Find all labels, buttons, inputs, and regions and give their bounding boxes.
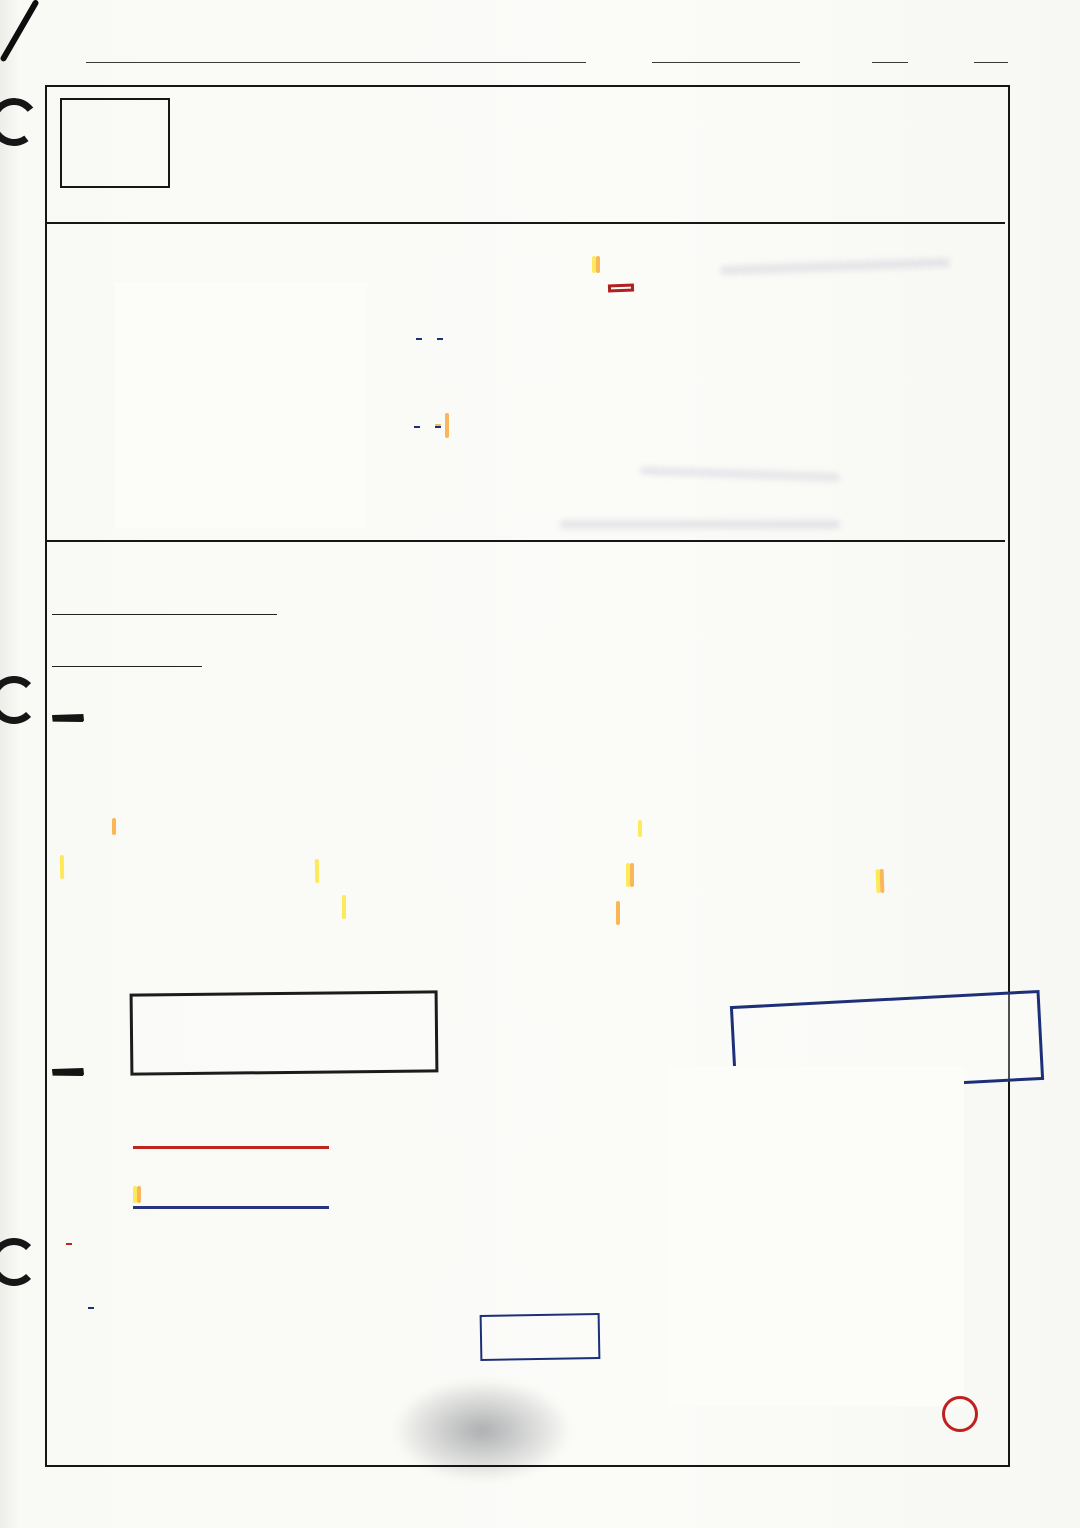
m1-fraction xyxy=(66,1241,72,1247)
b-w1b-hl xyxy=(616,901,620,925)
a-conclusion-line1 xyxy=(149,999,435,1002)
pen-stroke-mark xyxy=(0,0,40,62)
eq2-highlight-minus1 xyxy=(137,1186,141,1203)
b-work-step2-line1 xyxy=(876,870,885,892)
b-conclusion-line1 xyxy=(745,1001,1037,1016)
hw-yint-work xyxy=(410,414,449,437)
period-blank xyxy=(872,44,908,63)
q2-highlight-y xyxy=(596,256,600,273)
b-work-step1-line1 xyxy=(626,864,634,886)
xint-frac-42 xyxy=(437,336,443,342)
seat-blank xyxy=(974,44,1008,63)
a-conclusion-line2 xyxy=(191,999,435,1002)
hole-punch-top xyxy=(0,95,41,149)
date-blank xyxy=(652,44,800,63)
a-work-step2-line2 xyxy=(342,896,346,918)
a-w2b-hl xyxy=(342,895,346,919)
chapter-box xyxy=(60,98,170,188)
m1-denominator xyxy=(66,1243,72,1247)
b-w2-hl2 xyxy=(880,869,885,893)
xint-den-2 xyxy=(437,338,443,342)
hole-punch-bottom xyxy=(0,1238,38,1286)
b-pair-highlight xyxy=(638,820,642,837)
systems-sentence-1 xyxy=(52,596,1002,615)
warmup-divider xyxy=(46,540,1005,542)
yint-result xyxy=(445,413,449,438)
a-work-step1-line1 xyxy=(60,856,64,878)
part-a-pair xyxy=(112,818,116,836)
hw-slope-1 xyxy=(62,1232,76,1255)
a-work-step2-line1 xyxy=(315,860,319,882)
yint-den-b xyxy=(414,426,420,430)
m2-denominator xyxy=(88,1307,94,1311)
example2-equation-1 xyxy=(133,1144,329,1149)
title-divider xyxy=(46,222,1005,224)
xint-den-a xyxy=(416,338,422,342)
yint-frac-4m1 xyxy=(435,424,441,430)
a-w1-hl xyxy=(60,855,64,879)
hw-no-answer xyxy=(608,284,634,293)
b-conclusion-line2 xyxy=(803,1001,1037,1013)
example1-badge xyxy=(52,714,84,722)
name-blank xyxy=(86,44,586,63)
eq2-text xyxy=(133,1186,141,1203)
example2-graph xyxy=(668,1066,964,1406)
part-b-pair xyxy=(638,820,642,838)
b-work-step1-line2 xyxy=(616,902,620,924)
s2-blank xyxy=(52,648,202,667)
s1-blank xyxy=(52,596,277,615)
warmup-graph xyxy=(115,282,367,528)
a-pair-highlight xyxy=(112,818,116,835)
a-w2-hl xyxy=(315,859,319,883)
b-w1-hl2 xyxy=(630,863,634,887)
yint-den-m1 xyxy=(435,426,441,430)
warmup-q2-text xyxy=(592,256,1004,274)
example2-equation-2 xyxy=(133,1186,329,1209)
m2-fraction xyxy=(88,1305,94,1311)
hole-punch-middle xyxy=(0,676,38,724)
b-work-step2-line3 xyxy=(916,946,924,972)
example2-badge xyxy=(52,1068,84,1076)
solution-answer-box xyxy=(480,1313,601,1361)
a-conclusion-box xyxy=(130,990,439,1075)
hw-check-line-3 xyxy=(772,350,780,377)
circled-equation-1-mark xyxy=(942,1396,978,1432)
hw-slope-2 xyxy=(84,1296,98,1319)
systems-sentence-2 xyxy=(52,648,1002,667)
yint-frac-cb xyxy=(414,424,420,430)
hw-xint-work xyxy=(412,326,447,349)
xint-frac-ca xyxy=(416,336,422,342)
